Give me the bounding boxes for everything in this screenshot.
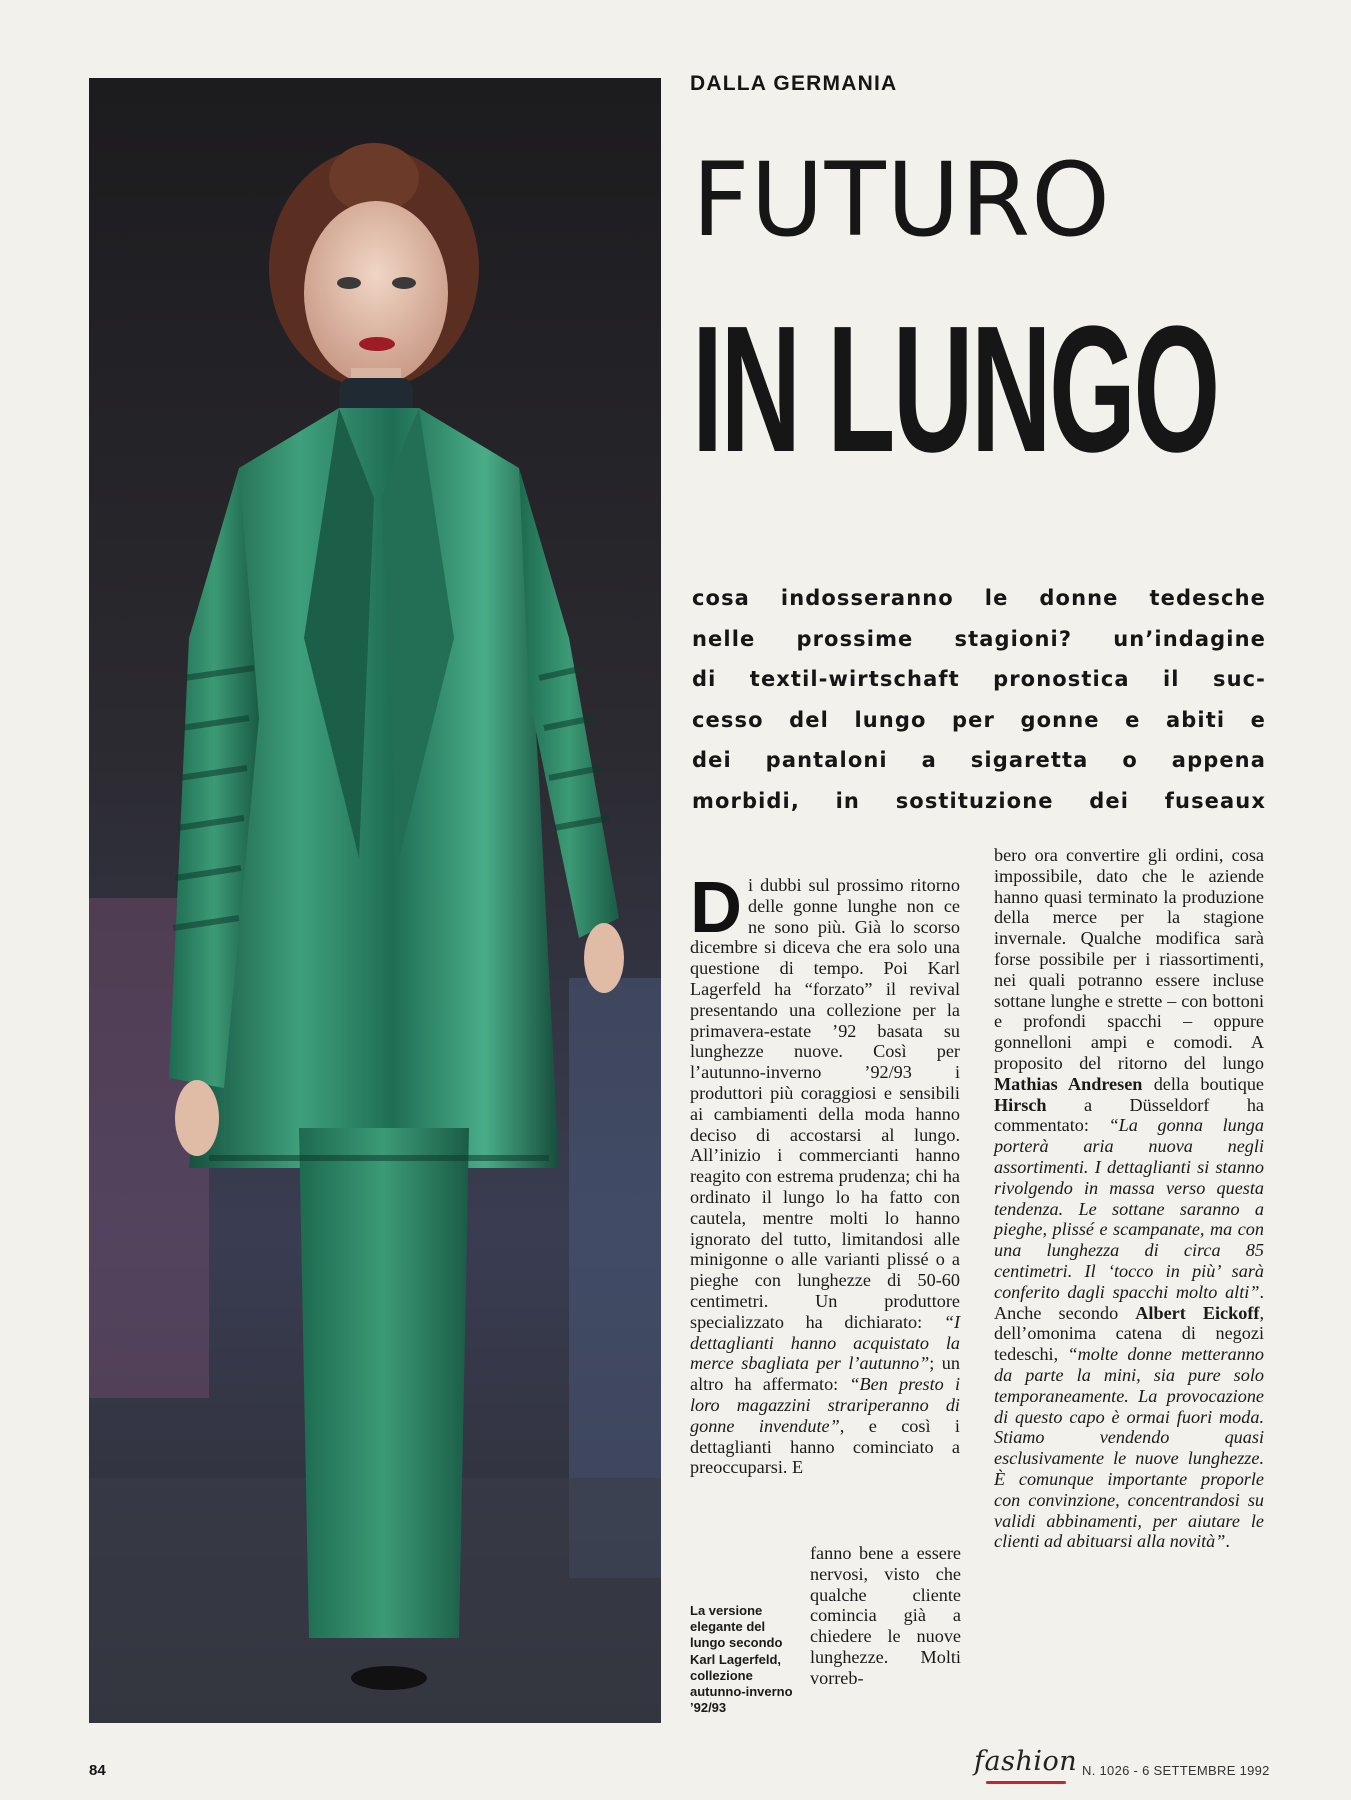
col2-name-2: Albert Eickoff <box>1135 1302 1260 1323</box>
col1-quote-2: “Ben presto i loro magazzini strariperanno di gonne invendute” <box>690 1374 960 1436</box>
article-column-2 <box>994 845 1264 1552</box>
deck-text <box>692 578 1266 821</box>
col2-text-e: , dell’omonima catena di negozi tedeschi, <box>994 1302 1264 1365</box>
section-label: DALLA GERMANIA <box>690 72 898 95</box>
deck-line: morbidi, in sostituzione dei fuseaux <box>692 788 1266 813</box>
model-illustration <box>89 78 661 1723</box>
col2-shop: Hirsch <box>994 1094 1047 1115</box>
deck-line: dei pantaloni a sigaretta o appena <box>692 748 1266 772</box>
col1-quote-1: “I dettaglianti hanno acquistato la merce sbagliata per l’autunno” <box>690 1311 960 1374</box>
headline-line-2: IN LUNGO <box>692 289 1218 490</box>
col2-quote-2: “molte donne metteranno da parte la mini, sia pure solo temporaneamente. La provocazione di questo capo è ormai fuori moda. Stiamo vendendo quasi esclusivamente le nuove lunghezze. È comunque importante proporle con convinzione, concentrandosi su validi abbinamenti, per aiutare le clienti ad abituarsi alla novità” <box>994 1344 1265 1552</box>
col2-text-d: . Anche secondo <box>994 1281 1264 1323</box>
col2-quote-1: “La gonna lunga porterà aria nuova negli assortimenti. I dettaglianti si stanno rivolgendo in massa verso questa tendenza. Le sottane saranno a pieghe, plissé e scampanate, ma con una lunghezza di circa 85 centimetri. Il ‘tocco in più’ sarà conferito dagli spacchi molto alti” <box>994 1115 1264 1302</box>
drop-cap: D <box>690 868 742 948</box>
deck-line: cosa indosseranno le donne tedesche <box>692 586 1266 610</box>
page-number: 84 <box>89 1762 106 1779</box>
col2-text-f: . <box>1225 1531 1230 1552</box>
article-column-1-tail: fanno bene a essere nervosi, visto che qualche cliente comincia già a chiedere le nuove lunghezze. Molti vorreb- <box>810 1543 961 1688</box>
col2-text-b: della boutique <box>1142 1073 1264 1094</box>
article-column-1 <box>690 868 960 1478</box>
issue-info: N. 1026 - 6 SETTEMBRE 1992 <box>1082 1763 1270 1778</box>
col2-name-1: Mathias Andresen <box>994 1073 1143 1094</box>
logo-underline <box>986 1781 1066 1784</box>
runway-photo <box>89 78 661 1723</box>
magazine-logo: fashion <box>974 1746 1078 1777</box>
photo-caption: La versione elegante del lungo secondo Karl Lagerfeld, collezione autunno-inverno ’92/93 <box>690 1603 793 1716</box>
col2-text-a: bero ora convertire gli ordini, cosa impossibile, dato che le aziende hanno quasi terminato la produzione della merce per la stagione invernale. Qualche modifica sarà forse possibile per i riassortimenti, nei quali potranno essere incluse sottane lunghe e strette – con bottoni e profondi spacchi – oppure gonnelloni ampi e comodi. A proposito del ritorno del lungo <box>994 845 1264 1073</box>
headline-line-1: FUTURO <box>692 141 1111 260</box>
deck-line: cesso del lungo per gonne e abiti e <box>692 707 1266 732</box>
col1-mid: ; un altro ha affermato: <box>690 1353 960 1395</box>
col1-end: , e così i dettaglianti hanno cominciato a preoccuparsi. E <box>690 1415 960 1478</box>
deck-line: di textil-wirtschaft pronostica il suc- <box>692 667 1266 691</box>
col2-text-c: a Düsseldorf ha commentato: <box>994 1094 1264 1136</box>
col1-text: i dubbi sul prossimo ritorno delle gonne lunghe non ce ne sono più. Già lo scorso dicembre si diceva che era solo una questione di tempo. Poi Karl Lagerfeld ha “forzato” il revival presentando una collezione per la primavera-estate ’92 basata su lunghezze nuove. Così per l’autunno-inverno ’92/93 i produttori più coraggiosi e sensibili ai cambiamenti della moda hanno deciso di accostarsi al lungo. All’inizio i commercianti hanno reagito con estrema prudenza; chi ha ordinato il lungo lo ha fatto con cautela, mentre molti lo hanno ignorato del tutto, limitandosi alle minigonne o alle varianti plissé o a pieghe con lunghezze di 50-60 centimetri. Un produttore specializzato ha dichiarato: <box>690 875 960 1332</box>
deck-line: nelle prossime stagioni? un’indagine <box>692 626 1266 651</box>
